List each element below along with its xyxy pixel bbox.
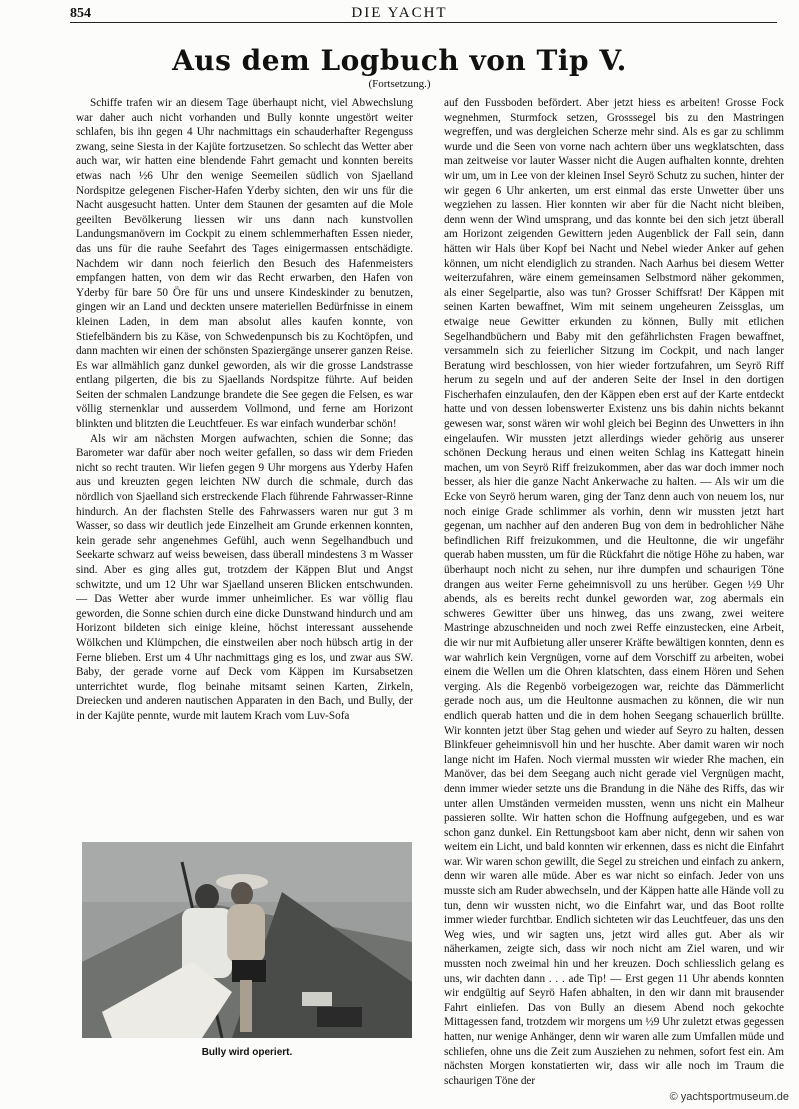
article-subtitle: (Fortsetzung.): [368, 78, 431, 90]
header-rule: [70, 22, 777, 23]
page-number: 854: [70, 6, 91, 21]
right-column: [444, 96, 784, 1096]
article-title: Aus dem Logbuch von Tip V.: [172, 44, 627, 77]
photo-caption: Bully wird operiert.: [201, 1047, 293, 1058]
paragraph: Als wir am nächsten Morgen aufwachten, schien die Sonne; das Barometer war dafür aber noch weiter gefallen, so dass wir dem Frieden nicht so recht trauten. Wir liefen gegen 9 Uhr morgens aus Yderby Hafen aus und kreuzten gegen leichten NW durch die schmale, durch das nördlich von Sjaelland sich erstreckende Flach führende Fahrwasser-Rinne hindurch. An der flachsten Stelle des Fahrwassers waren nur gut 3 m Wasser, so dass wir deutlich jede Einzelheit am Grunde erkennen konnten, kein gerade sehr angenehmes Gefühl, auch wenn Segelhandbuch und Seekarte schwarz auf weiss beweisen, dass überall mindestens 3 m Wasser sind. Aber es ging alles gut, trotzdem der Käppen Blut und Angst schwitzte, und um 12 Uhr war Sjaelland unseren Blicken entschwunden. — Das Wetter aber wurde immer unheimlicher. Es war völlig flau geworden, die Sonne schien durch eine dicke Dunstwand hindurch und am Horizont bildeten sich einige kleine, höchst interessant aussehende Wölkchen und Klümpchen, die einstweilen aber noch hübsch artig in der Ferne blieben. Erst um 4 Uhr nachmittags ging es los, und zwar aus SW. Baby, der gerade vorne auf Deck vom Käppen im Kursabsetzen unterrichtet wurde, flog beinahe mitsamt seinen Karten, Zirkeln, Dreiecken und anderen nautischen Apparaten in den Bach, und Bully, der in der Kajüte pennte, wurde mit lautem Krach vom Luv-Sofa: [76, 432, 413, 722]
left-column: [76, 96, 413, 824]
photo-illustration: [82, 842, 412, 1038]
paragraph: Schiffe trafen wir an diesem Tage überhaupt nicht, viel Abwechslung war daher auch nicht vorhanden und Bully konnte ungestört weiter schlafen, bis ihn gegen 4 Uhr nachmittags ein schauderhafter Regenguss zwang, seine Siesta in der Kajüte fortzusetzen. So schlecht das Wetter aber auch war, wir hatten eine blendende Fahrt gemacht und konnten bereits etwas nach ½6 Uhr den wenige Seemeilen südlich von Sjaelland Nordspitze gelegenen Fischer-Hafen Yderby sichten, den wir uns für die Nacht ausgesucht hatten. Unter dem Staunen der gesamten auf die Mole geeilten Bevölkerung liessen wir uns dann nach kunstvollen Landungsmanövern im Cockpit zu einem schlemmerhaften Essen nieder, das uns für die rauhe Seefahrt des Tages einigermassen entschädigte. Nachdem wir dann noch feierlich den Besuch des Hafenmeisters empfangen hatten, von dem wir das Recht erwarben, den Hafen von Yderby für bare 50 Öre für uns und unsere Kindeskinder zu benutzen, gingen wir an Land und deckten unsere materiellen Bedürfnisse in einem kleinen Laden, in dem man absolut alles kaufen konnte, von Stiefelbändern bis zu Käse, von Schwedenpunsch bis zu Kochtöpfen, und dann machten wir einen der schönsten Spaziergänge unserer ganzen Reise. Es war allmählich ganz dunkel geworden, als wir die grosse Landstrasse entlang pilgerten, die bis zu Sjaellands Nordspitze führte. Auf beiden Seiten der schmalen Landzunge brandete die See gegen die Felsen, es war völlig sternenklar und ausserdem Vollmond, und ferne am Horizont blinkten und blitzten die Leuchtfeuer. Es war einfach wunderbar schön!: [76, 97, 413, 431]
copyright-watermark: © yachtsportmuseum.de: [669, 1091, 789, 1103]
running-title: DIE YACHT: [351, 5, 448, 21]
boat-photograph: [82, 842, 412, 1038]
paragraph: auf den Fussboden befördert. Aber jetzt hiess es arbeiten! Grosse Fock wegnehmen, Sturmfock setzen, Grosssegel bis zu den Mastringen wegreffen, und was dergleichen Scherze mehr sind. Als es gar zu schlimm wurde und die Seen von vorne nach achtern über uns wegklatschten, dass man zeitweise vor lauter Wasser nicht die Augen aufhalten konnte, drehten wir um, um in Lee von der kleinen Insel Seyrö Schutz zu suchen, hinter der wir gegen 6 Uhr ankerten, um erst einmal das erste Unwetter über uns wegziehen zu lassen. Hier konnten wir aber für die Nacht nicht bleiben, denn wenn der Wind umsprang, und das konnte bei den sich jetzt überall am Horizont zeigenden Gewittern jeden Augenblick der Fall sein, dann hätten wir Hals über Kopf bei Nacht und Nebel wieder Anker auf gehen können, um nicht elendiglich zu stranden. Nach Aarhus bei diesem Wetter weiterzufahren, wäre einem gemeinsamen Selbstmord näher gekommen, als einer Segelpartie, also was tun? Grosser Schiffsrat! Der Käppen mit seinen Karten bewaffnet, Wim mit seinem ungeheuren Zeissglas, um etwaige neue Gewitter erkunden zu können, Bully mit etlichen Segelhandbüchern und Baby mit den gefährlichsten Fragen bewaffnet, versammeln sich zu feierlicher Sitzung im Cockpit, und nach langer Beratung wird beschlossen, von hier wieder fortzufahren, um Seyrö Riff herum zu segeln und auf der anderen Seite der Insel in den dortigen Fischerhafen einzulaufen, den der Käppen eben erst auf der Karte entdeckt hatte und von dessen lobenswerter Existenz uns bis dahin nichts bekannt gewesen war, sonst wären wir wohl gleich bei Beginn des Unwetters in ihn eingelaufen. Wir mussten jetzt allerdings wieder gehörig aus unserer schönen Deckung heraus und einen weiten Schlag ins Kattegatt hinein machen, um von Seyrö Riff freizukommen, aber das war doch immer noch besser, als hier die ganze Nacht Ankerwache zu halten. — Als wir um die Ecke von Seyrö herum waren, ging der Tanz denn auch von neuem los, nur noch einige Grade schlimmer als vorhin, denn wir mussten jetzt hart gegenan, um nachher auf den anderen Bug von dem in bedrohlicher Nähe befindlichen Riff freizukommen, und die Heultonne, die wir ungefähr querab haben mussten, um für die Rückfahrt die nötige Höhe zu haben, war überhaupt noch nicht zu sehen, nur ihre dumpfen und schaurigen Töne drangen aus weiter Ferne geheimnisvoll zu uns herüber. Gegen ½9 Uhr abends, als es bereits recht dunkel geworden war, zog abermals ein schweres Gewitter über uns hinweg, das uns zwang, zwei weitere Mastringe abzuschneiden und noch zwei Reffe einzustecken, eine Arbeit, die wir nur mit Aufbietung aller unserer Kräfte bewältigen konnten, denn es war wahrlich kein Vergnügen, vorne auf dem Vorschiff zu arbeiten, wobei einem die Wellen um die Ohren klatschten, dass einem Hören und Sehen verging. Als die Regenbö vorbeigezogen war, reichte das Dämmerlicht gerade noch aus, um die Heultonne ausmachen zu können, die wir nun endlich querab hatten und die in dem hohen Seegang schauerlich brüllte. Wir konnten jetzt über Stag gehen und wieder auf Seyro zu halten, dessen Blinkfeuer geheimnisvoll hin und her huschte. Aber damit waren wir noch lange nicht im Hafen. Noch viermal mussten wir wieder Rhe machen, ein Manöver, das bei dem Seegang auch nicht gerade viel Vergnügen macht, denn immer wieder setzte uns die Brandung in die Nähe des Riffs, das wir unter allen Umständen vermeiden mussten, wenn uns nicht ein Malheur passieren sollte. Wir hatten schon die Hoffnung aufgegeben, und es war schon ganz dunkel. Ein Rettungsboot kam aber nicht, denn wir sahen von weitem ein Licht, und bald konnten wir erkennen, dass es nicht die Einfahrt war. Wir waren schon gewillt, die Segel zu streichen und einfach zu ankern, denn wir waren alle müde. Aber es war nicht so einfach. Jeder von uns musste sich am Ruder abwechseln, und der Käppen hatte alle Hände voll zu tun, denn wir wussten nicht, wo die Einfahrt war, und das Boot rollte immer wieder furchtbar. Endlich sichteten wir das Leuchtfeuer, das uns den Weg wies, und wir sagten uns, jetzt wird alles gut. Aber als wir näherkamen, zeigte sich, dass wir noch nicht am Ziel waren, und wir mussten noch zweimal hin und her kreuzen. Doch schliesslich gelang es uns, wir dachten dann . . . ade Tip! — Erst gegen 11 Uhr abends konnten wir endgültig auf Seyrö Hafen abhalten, in den wir dann mit brausender Fahrt einliefen. Das von Bully an diesem Abend noch gekochte Mittagessen fand, trotzdem wir morgens um ½9 Uhr zuletzt etwas gegessen hatten, nur wenige Anhänger, denn wir waren alle zum Umfallen müde und schliefen, ohne uns die Zeit zum Ausziehen zu nehmen, sofort fest ein. Am nächsten Morgen konstatierten wir, dass wir alle noch im Traum die schaurigen Töne der: [444, 97, 784, 1087]
